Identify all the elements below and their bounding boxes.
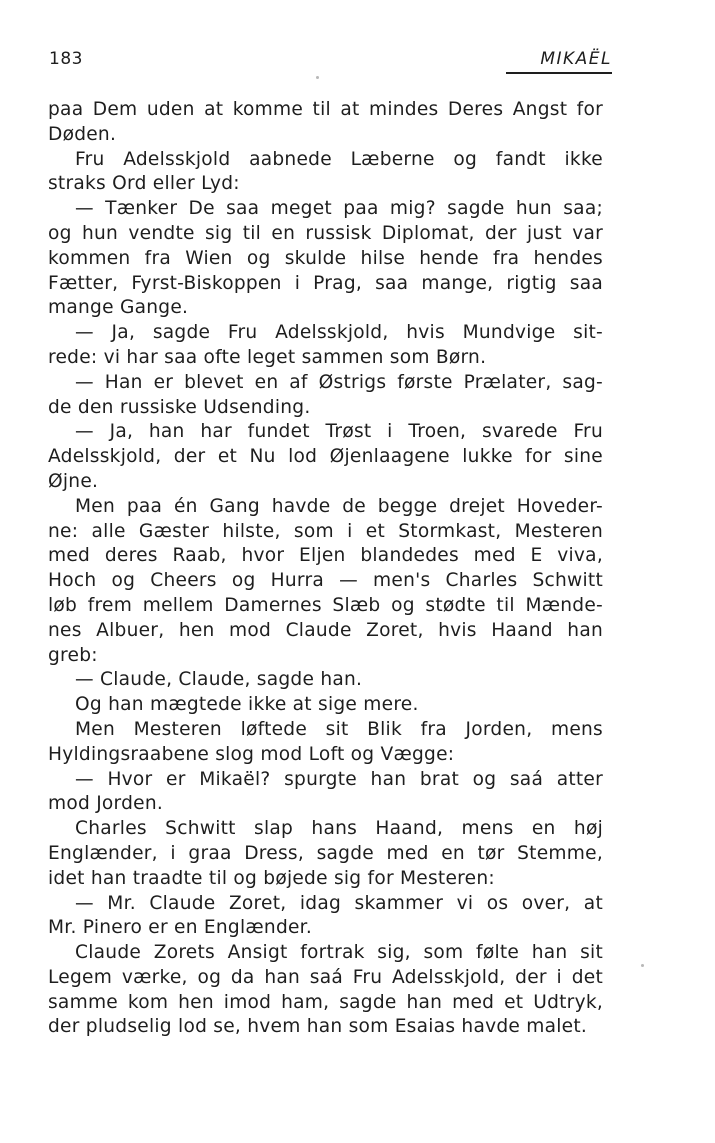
- text-line: Legem værke, og da han saá Fru Adelsskjold, der i det: [48, 966, 603, 988]
- text-line: ne: alle Gæster hilste, som i et Stormkast, Mesteren: [48, 520, 603, 542]
- running-head: MIKAËL: [540, 49, 612, 69]
- text-line: — Claude, Claude, sagde han.: [75, 669, 363, 691]
- text-line: Døden.: [48, 123, 117, 145]
- text-line: — Han er blevet en af Østrigs første Prælater, sag-: [75, 371, 603, 393]
- text-line: — Ja, sagde Fru Adelsskjold, hvis Mundvige sit-: [75, 322, 603, 344]
- text-line: paa Dem uden at komme til at mindes Deres Angst for: [48, 99, 603, 120]
- text-line: kommen fra Wien og skulde hilse hende fra hendes: [48, 247, 603, 269]
- text-line: greb:: [48, 644, 98, 666]
- text-line: Og han mægtede ikke at sige mere.: [75, 694, 419, 716]
- text-line: idet han traadte til og bøjede sig for Mesteren:: [48, 867, 495, 889]
- text-line: samme kom hen imod ham, sagde han med et Udtryk,: [48, 991, 603, 1013]
- text-line: mod Jorden.: [48, 793, 164, 815]
- paper-speck: [641, 964, 644, 967]
- text-line: straks Ord eller Lyd:: [48, 173, 240, 195]
- body-text: [48, 98, 603, 1040]
- text-line: og hun vendte sig til en russisk Diplomat, der just var: [48, 222, 603, 244]
- text-line: Men Mesteren løftede sit Blik fra Jorden, mens: [75, 718, 603, 740]
- text-line: — Mr. Claude Zoret, idag skammer vi os over, at: [75, 892, 603, 914]
- text-line: Charles Schwitt slap hans Haand, mens en høj: [75, 818, 603, 840]
- text-line: løb frem mellem Damernes Slæb og stødte til Mænde-: [48, 594, 603, 616]
- text-line: Fætter, Fyrst-Biskoppen i Prag, saa mange, rigtig saa: [48, 272, 603, 294]
- text-line: Øjne.: [48, 470, 99, 492]
- text-line: Hyldingsraabene slog mod Loft og Vægge:: [48, 743, 455, 765]
- text-line: rede: vi har saa ofte leget sammen som Børn.: [48, 346, 487, 368]
- text-line: med deres Raab, hvor Eljen blandedes med E viva,: [48, 545, 603, 567]
- text-line: Mr. Pinero er en Englænder.: [48, 917, 313, 939]
- text-line: Hoch og Cheers og Hurra — men's Charles Schwitt: [48, 570, 603, 592]
- paper-speck: [316, 76, 319, 79]
- text-line: — Ja, han har fundet Trøst i Troen, svarede Fru: [75, 421, 603, 443]
- text-line: der pludselig lod se, hvem han som Esaias havde malet.: [48, 1016, 588, 1038]
- text-line: Claude Zorets Ansigt fortrak sig, som følte han sit: [75, 942, 603, 964]
- header-rule: [506, 72, 612, 74]
- text-line: Men paa én Gang havde de begge drejet Hoveder-: [75, 495, 603, 517]
- text-line: Englænder, i graa Dress, sagde med en tør Stemme,: [48, 842, 603, 864]
- text-line: Adelsskjold, der et Nu lod Øjenlaagene lukke for sine: [48, 446, 603, 468]
- text-line: de den russiske Udsending.: [48, 396, 311, 418]
- text-line: — Tænker De saa meget paa mig? sagde hun saa;: [75, 198, 603, 220]
- page-number: 183: [49, 49, 83, 69]
- text-line: mange Gange.: [48, 297, 189, 319]
- text-line: — Hvor er Mikaël? spurgte han brat og saá atter: [75, 768, 603, 790]
- text-line: nes Albuer, hen mod Claude Zoret, hvis Haand han: [48, 619, 603, 641]
- text-line: Fru Adelsskjold aabnede Læberne og fandt ikke: [75, 148, 603, 170]
